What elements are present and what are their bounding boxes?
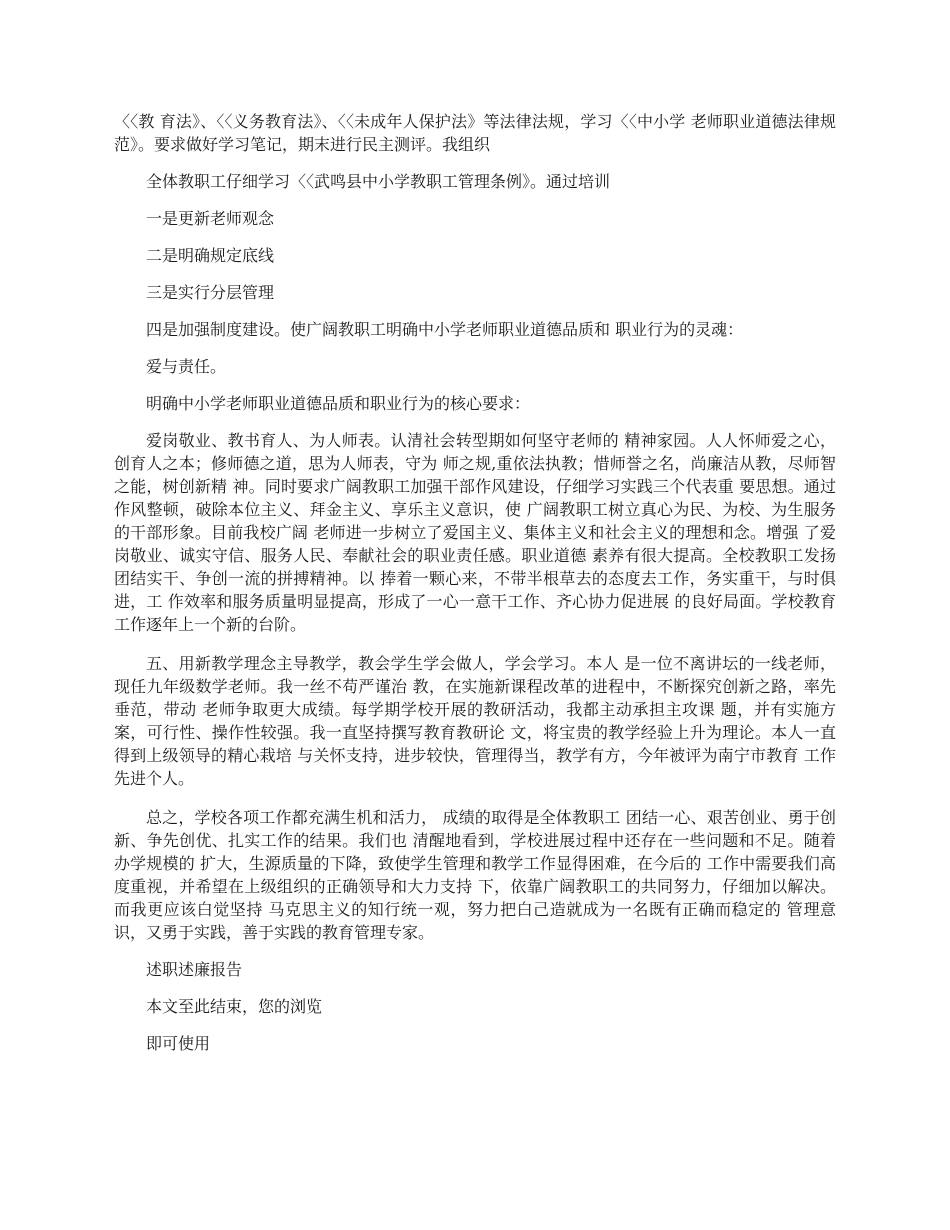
paragraph-core-requirements: 明确中小学老师职业道德品质和职业行为的核心要求： [146,394,531,413]
list-item-fourth: 四是加强制度建设。使广阔教职工明确中小学老师职业道德品质和 职业行为的灵魂： [146,320,744,339]
paragraph-teaching-philosophy: 五、用新教学理念主导教学，教会学生学会做人，学会学习。本人 是一位不离讲坛的一线老师，现任九年级数学老师。我一丝不苟严谨治 教，在实施新课程改革的进程中，不断探究创新之路，率先垂范，带动 老师争取更大成绩。每学期学校开展的教研活动，我都主动承担主攻课 题，并有实施方案，可行性、操作性较强。我一直坚持撰写教育教研论 文，将宝贵的教学经验上升为理论。本人一直得到上级领导的精心栽培 与关怀支持，进步较快，管理得当，教学有方，今年被评为南宁市教育 工作先进个人。 [114,654,836,788]
paragraph-end-note: 本文至此结束，您的浏览 [146,997,323,1016]
paragraph-intro: 〈〈教 育法》、〈〈义务教育法》、〈〈未成年人保护法》等法律法规，学习〈〈中小学 老师职业道德法律规范》。要求做好学习笔记，期末进行民主测评。我组织 [114,112,836,154]
paragraph-training: 全体教职工仔细学习〈〈武鸣县中小学教职工管理条例》。通过培训 [146,172,611,191]
paragraph-usage-note: 即可使用 [146,1034,211,1053]
paragraph-report-title: 述职述廉报告 [146,960,243,979]
paragraph-summary: 总之，学校各项工作都充满生机和活力， 成绩的取得是全体教职工 团结一心、艰苦创业、勇于创新、争先创优、扎实工作的结果。我们也 清醒地看到，学校进展过程中还存在一些问题和不足。随着办学规模的 扩大，生源质量的下降，致使学生管理和教学工作显得困难，在今后的 工作中需要我们高度重视，并希望在上级组织的正确领导和大力支持 下，依靠广阔教职工的共同努力，仔细加以解决。而我更应该白觉坚持 马克思主义的知行统一观，努力把白己造就成为一名既有正确而稳定的 管理意识，又勇于实践，善于实践的教育管理专家。 [114,808,836,942]
list-item-third: 三是实行分层管理 [146,283,275,302]
list-item-first: 一是更新老师观念 [146,209,275,228]
list-item-second: 二是明确规定底线 [146,246,275,265]
paragraph-love-responsibility: 爱与责任。 [146,357,227,376]
document-body [114,110,836,1069]
paragraph-professional-ethics: 爱岗敬业、教书育人、为人师表。认清社会转型期如何坚守老师的 精神家园。人人怀师爱之心，创育人之本；修师德之道，思为人师表，守为 师之规,重依法执教；惜师誉之名，尚廉洁从教，尽师智之能，树创新精 神。同时要求广阔教职工加强干部作风建设，仔细学习实践三个代表重 要思想。通过作风整顿，破除本位主义、拜金主义、享乐主义意识，使 广阔教职工树立真心为民、为校、为生服务的干部形象。目前我校广阔 老师进一步树立了爱国主义、集体主义和社会主义的理想和念。增强 了爱岗敬业、诚实守信、服务人民、奉献社会的职业责任感。职业道德 素养有很大提高。全校教职工发扬团结实干、争创一流的拼搏精神。以 捧着一颗心来，不带半根草去的态度去工作，务实重干，与时俱进，工 作效率和服务质量明显提高，形成了一心一意干工作、齐心协力促进展 的良好局面。学校教育工作逐年上一个新的台阶。 [114,431,836,634]
